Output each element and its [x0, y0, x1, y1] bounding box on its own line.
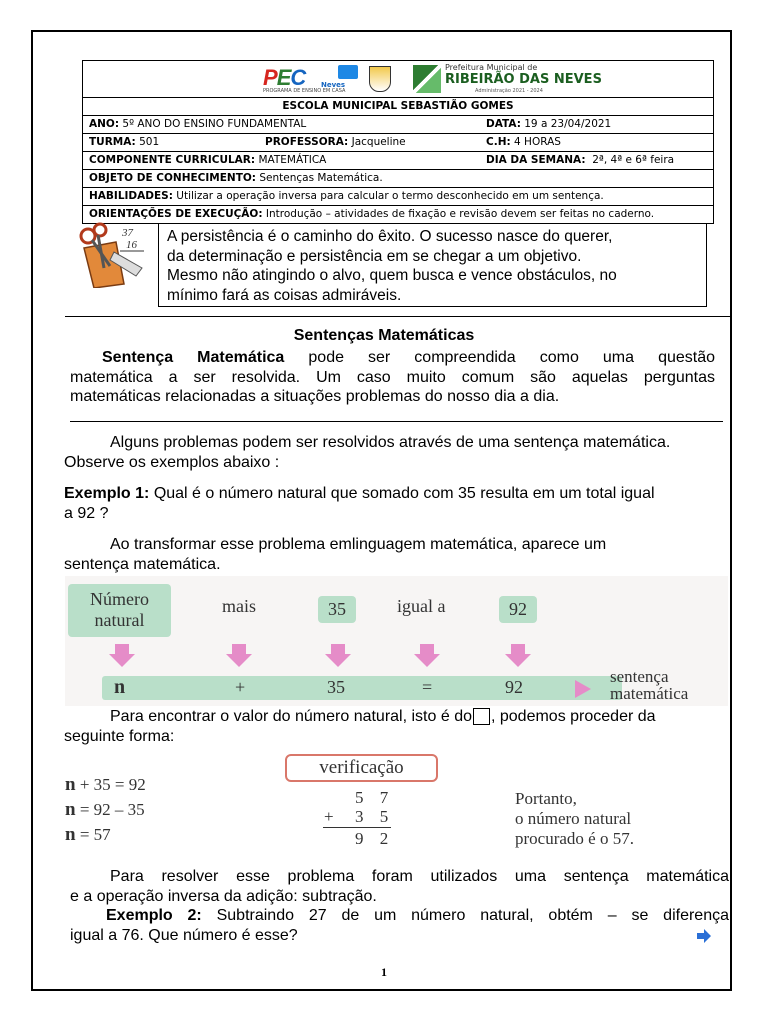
professora-label: PROFESSORA: [265, 136, 349, 148]
objeto-label: OBJETO DE CONHECIMENTO: [89, 172, 256, 184]
igual-a-label: igual a [397, 596, 446, 616]
ch-cell [486, 134, 561, 151]
matematica-label: matemática [610, 684, 689, 703]
row-objeto [83, 170, 713, 188]
bar-plus: + [235, 677, 246, 697]
calc-line-2: 3 5 [355, 807, 395, 826]
unknown-square-icon [473, 708, 490, 725]
dia-label: DIA DA SEMANA: [486, 154, 586, 166]
exemplo2-line-2: igual a 76. Que número é esse? [70, 926, 298, 944]
school-name: ESCOLA MUNICIPAL SEBASTIÃO GOMES [83, 98, 713, 116]
down-arrow-icon [115, 644, 129, 654]
eq1-rest: + 35 = 92 [79, 775, 146, 794]
dia-value: 2ª, 4ª e 6ª feira [592, 154, 675, 166]
quote-line: Mesmo não atingindo o alvo, quem busca e vence obstáculos, no [167, 267, 617, 284]
exemplo2-paragraph [70, 906, 729, 945]
row-orientacoes [83, 206, 713, 223]
down-arrow-head-icon [505, 654, 531, 667]
data-cell [486, 116, 611, 133]
sentence-diagram [65, 576, 728, 706]
portanto-line-2: o número natural [515, 809, 632, 828]
scissors-ruler-icon [70, 222, 152, 288]
page-title: Sentenças Matemáticas [293, 327, 475, 344]
resolver-line-1-text: Para resolver esse problema foram utilizados uma sentença matemática [110, 868, 729, 885]
mais-label: mais [222, 596, 256, 616]
n35-box: 35 [318, 596, 356, 623]
intro-line-3: matemáticas relacionadas a situações problemas do nosso dia a dia. [70, 388, 560, 405]
quote-line: A persistência é o caminho do êxito. O sucesso nasce do querer, [167, 228, 613, 245]
eq3-n: n [65, 824, 76, 845]
prefeitura-label: Prefeitura Municipal de [445, 63, 538, 72]
calc-line-1: 5 7 [355, 788, 395, 807]
admin-period: Administração 2021 - 2024 [475, 88, 543, 94]
ano-label: ANO: [89, 118, 120, 130]
equation-3 [65, 824, 111, 846]
city-name: RIBEIRÃO DAS NEVES [445, 72, 602, 87]
pec-logo: PEC [263, 65, 306, 90]
intro-term: Sentença Matemática [102, 349, 285, 366]
n92-box: 92 [499, 596, 537, 623]
intro-line-1-rest: pode ser compreendida como uma questão [308, 349, 716, 366]
exemplo1-label: Exemplo 1: [64, 485, 150, 502]
encontrar-paragraph [64, 707, 729, 746]
portanto-line-3: procurado é o 57. [515, 829, 634, 848]
down-arrow-icon [420, 644, 434, 654]
quote-line: da determinação e persistência em se chegar a um objetivo. [167, 247, 582, 265]
motivational-quote [158, 223, 707, 307]
down-arrow-head-icon [414, 654, 440, 667]
transformar-line-1 [64, 535, 729, 555]
portanto-line-1: Portanto, [515, 789, 577, 808]
calc-plus: + [324, 807, 340, 826]
orientacoes-value: Introdução – atividades de fixação e revisão devem ser feitas no caderno. [265, 208, 655, 220]
exemplo1-line-1 [64, 484, 729, 504]
dia-cell [486, 152, 674, 169]
exemplo1-paragraph [64, 484, 729, 523]
habilidades-label: HABILIDADES: [89, 190, 173, 202]
next-arrow-icon [697, 929, 711, 943]
equation-2 [65, 799, 145, 821]
transformar-paragraph [64, 535, 729, 574]
row-ano [83, 116, 713, 134]
data-label: DATA: [486, 118, 521, 130]
equation-1 [65, 774, 146, 796]
intro-line-2: matemática a ser resolvida. Um caso muito comum são aquelas perguntas [70, 368, 715, 386]
turma-label: TURMA: [89, 136, 136, 148]
solution-figure [65, 752, 730, 857]
eq3-rest: = 57 [79, 825, 111, 844]
transformar-line-2: sentença matemática. [64, 555, 221, 573]
down-arrow-icon [511, 644, 525, 654]
turma-value: 501 [139, 136, 160, 148]
sentence-bar [102, 676, 622, 700]
resolver-line-2: e a operação inversa da adição: subtração. [70, 887, 377, 905]
row-componente [83, 152, 713, 170]
componente-label: COMPONENTE CURRICULAR: [89, 154, 256, 166]
alguns-line-2: Observe os exemplos abaixo : [64, 453, 280, 471]
down-arrow-icon [331, 644, 345, 654]
exemplo2-label: Exemplo 2: [106, 907, 202, 924]
componente-value: MATEMÁTICA [258, 154, 327, 166]
prefeitura-logo-icon [413, 65, 441, 93]
numero-natural-box [68, 584, 171, 637]
verificacao-label: verificação [285, 754, 438, 782]
pec-neves-text: Neves [321, 81, 346, 89]
pec-subtitle: PROGRAMA DE ENSINO EM CASA [263, 88, 346, 94]
header-logos [83, 61, 713, 98]
exemplo2-line-1-text: Subtraindo 27 de um número natural, obtém – se diferença [216, 907, 730, 924]
row-turma [83, 134, 713, 152]
professora-value: Jacqueline [351, 136, 406, 148]
down-arrow-head-icon [109, 654, 135, 667]
quote-line: mínimo fará as coisas admiráveis. [167, 286, 402, 304]
exemplo1-line-2: a 92 ? [64, 504, 109, 522]
alguns-paragraph [64, 433, 729, 472]
encontrar-line-1 [64, 707, 729, 727]
bar-92: 92 [505, 677, 523, 697]
clipart-number-1: 37 [122, 227, 133, 239]
exemplo1-line-1-text: Qual é o número natural que somado com 35 resulta em um total igual [153, 485, 655, 502]
eq2-n: n [65, 799, 76, 820]
sentenca-matematica-label [610, 668, 688, 702]
encontrar-line-1a: Para encontrar o valor do número natural, isto é do [110, 708, 472, 725]
transformar-line-1-text: Ao transformar esse problema emlinguagem matemática, aparece um [110, 536, 607, 553]
intro-line-1 [70, 348, 715, 368]
ano-value: 5º ANO DO ENSINO FUNDAMENTAL [122, 118, 307, 130]
divider-line [65, 316, 730, 317]
coat-of-arms-icon [369, 66, 391, 92]
data-value: 19 a 23/04/2021 [524, 118, 612, 130]
bar-equals: = [422, 677, 433, 697]
down-arrow-icon [232, 644, 246, 654]
eq1-n: n [65, 774, 76, 795]
calc-line-3: 9 2 [355, 829, 395, 848]
natural-label: natural [94, 610, 145, 630]
clipart-number-2: 16 [126, 239, 137, 251]
eq2-rest: = 92 – 35 [79, 800, 145, 819]
numero-label: Número [90, 589, 149, 609]
row-habilidades [83, 188, 713, 206]
right-arrow-icon [575, 680, 591, 698]
alguns-line-1-text: Alguns problemas podem ser resolvidos através de uma sentença matemática. [110, 434, 671, 451]
orientacoes-label: ORIENTAÇÕES DE EXECUÇÃO: [89, 208, 263, 220]
down-arrow-head-icon [226, 654, 252, 667]
professora-cell [265, 134, 406, 151]
resolver-paragraph [70, 867, 729, 906]
alguns-line-1 [64, 433, 729, 453]
down-arrow-head-icon [325, 654, 351, 667]
objeto-value: Sentenças Matemática. [259, 172, 383, 184]
ch-value: 4 HORAS [514, 136, 561, 148]
header-table [82, 60, 714, 224]
page-number: 1 [381, 965, 387, 979]
divider-line-2 [70, 421, 723, 422]
habilidades-value: Utilizar a operação inversa para calcular o termo desconhecido em um sentença. [176, 190, 604, 202]
bar-n: n [114, 676, 126, 698]
encontrar-line-1b: , podemos proceder da [490, 708, 656, 725]
calc-rule [323, 827, 391, 828]
encontrar-line-2: seguinte forma: [64, 727, 175, 745]
ch-label: C.H: [486, 136, 511, 148]
resolver-line-1 [70, 867, 729, 887]
book-icon [338, 65, 358, 79]
bar-35: 35 [327, 677, 345, 697]
exemplo2-line-1 [70, 906, 729, 926]
intro-paragraph [70, 348, 715, 407]
sentenca-label: sentença [610, 667, 669, 686]
portanto-text [515, 789, 634, 849]
